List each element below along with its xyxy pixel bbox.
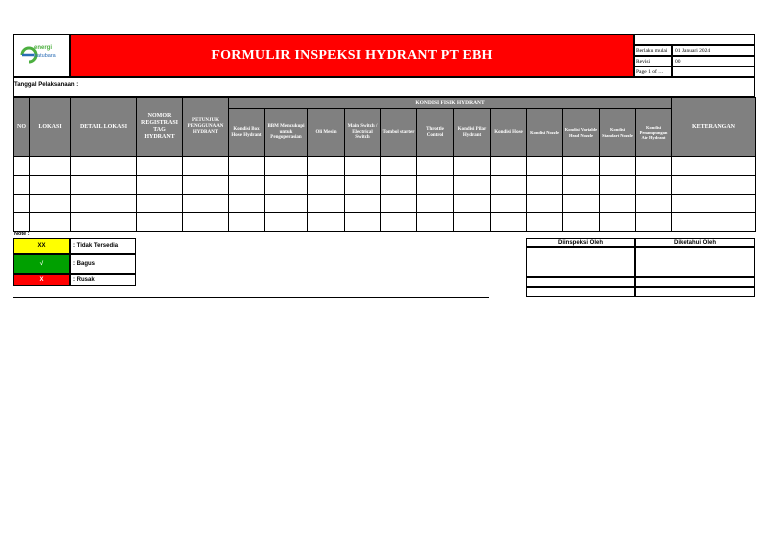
table-cell[interactable]	[182, 212, 229, 232]
column-header: DETAIL LOKASI	[70, 97, 137, 157]
company-logo	[13, 34, 70, 77]
meta-label-effective: Berlaku mulai	[634, 45, 672, 56]
table-cell[interactable]	[228, 194, 265, 214]
table-cell[interactable]	[182, 194, 229, 214]
table-cell[interactable]	[136, 212, 183, 232]
table-cell[interactable]	[380, 156, 417, 176]
column-header: Kondisi Penampungan Air Hydrant	[635, 108, 672, 157]
table-cell[interactable]	[599, 212, 636, 232]
group-header-physical-condition: KONDISI FISIK HYDRANT	[228, 97, 672, 109]
table-cell[interactable]	[264, 194, 308, 214]
table-cell[interactable]	[562, 212, 600, 232]
table-cell[interactable]	[307, 175, 345, 195]
table-cell[interactable]	[635, 156, 672, 176]
table-cell[interactable]	[264, 212, 308, 232]
table-cell[interactable]	[70, 156, 137, 176]
meta-value-revision: 00	[672, 56, 755, 67]
table-cell[interactable]	[380, 212, 417, 232]
table-cell[interactable]	[599, 156, 636, 176]
table-cell[interactable]	[13, 194, 30, 214]
table-cell[interactable]	[228, 175, 265, 195]
table-cell[interactable]	[70, 212, 137, 232]
table-cell[interactable]	[490, 175, 527, 195]
column-header: BBM Mencukupi untuk Pengoperasian	[264, 108, 308, 157]
table-cell[interactable]	[671, 156, 756, 176]
legend-text-good: : Bagus	[70, 254, 136, 274]
column-header: Tombol starter	[380, 108, 417, 157]
table-cell[interactable]	[526, 175, 563, 195]
signature-inspected-box[interactable]	[526, 247, 635, 277]
column-header: Throttle Control	[416, 108, 454, 157]
form-title: FORMULIR INSPEKSI HYDRANT PT EBH	[211, 47, 493, 63]
column-header: Kondisi Box Hose Hydrant	[228, 108, 265, 157]
legend-text-broken: : Rusak	[70, 274, 136, 286]
table-cell[interactable]	[182, 156, 229, 176]
column-header: Oli Mesin	[307, 108, 345, 157]
table-cell[interactable]	[344, 156, 381, 176]
table-cell[interactable]	[182, 175, 229, 195]
table-cell[interactable]	[453, 194, 491, 214]
table-cell[interactable]	[344, 175, 381, 195]
legend-text-not-available: : Tidak Tersedia	[70, 238, 136, 254]
legend-swatch-not-available: XX	[13, 238, 70, 254]
table-cell[interactable]	[307, 212, 345, 232]
signature-acknowledged-header: Diketahui Oleh	[635, 238, 755, 247]
table-cell[interactable]	[136, 194, 183, 214]
table-cell[interactable]	[29, 156, 71, 176]
column-header: Main Switch / Electrical Switch	[344, 108, 381, 157]
signature-inspected-date[interactable]	[526, 287, 635, 297]
table-cell[interactable]	[453, 156, 491, 176]
meta-label-page: Page 1 of …	[634, 66, 672, 77]
table-cell[interactable]	[562, 194, 600, 214]
check-icon: √	[39, 261, 44, 267]
table-cell[interactable]	[13, 156, 30, 176]
table-cell[interactable]	[526, 156, 563, 176]
table-cell[interactable]	[416, 194, 454, 214]
table-cell[interactable]	[490, 156, 527, 176]
table-cell[interactable]	[13, 212, 30, 232]
table-cell[interactable]	[453, 212, 491, 232]
table-cell[interactable]	[416, 175, 454, 195]
column-header: Kondisi Standart Nozzle	[599, 108, 636, 157]
table-cell[interactable]	[264, 156, 308, 176]
table-cell[interactable]	[13, 175, 30, 195]
table-cell[interactable]	[671, 194, 756, 214]
table-cell[interactable]	[307, 194, 345, 214]
table-cell[interactable]	[70, 194, 137, 214]
column-header: LOKASI	[29, 97, 71, 157]
signature-inspected-name[interactable]	[526, 277, 635, 287]
signature-acknowledged-date[interactable]	[635, 287, 755, 297]
date-row	[13, 77, 755, 97]
column-header: NOMOR REGISTRASI TAG HYDRANT	[136, 97, 183, 157]
column-header: PETUNJUK PENGGUNAAN HYDRANT	[182, 97, 229, 157]
column-header: Kondisi Hose	[490, 108, 527, 157]
signature-inspected-header: Diinspeksi Oleh	[526, 238, 635, 247]
table-cell[interactable]	[526, 212, 563, 232]
table-cell[interactable]	[562, 175, 600, 195]
table-cell[interactable]	[599, 194, 636, 214]
date-label: Tanggal Pelaksanaan :	[14, 82, 79, 88]
logo-text-secondary: batubara	[34, 53, 56, 59]
table-cell[interactable]	[70, 175, 137, 195]
table-cell[interactable]	[344, 212, 381, 232]
table-cell[interactable]	[453, 175, 491, 195]
table-cell[interactable]	[380, 175, 417, 195]
signature-acknowledged-name[interactable]	[635, 277, 755, 287]
table-cell[interactable]	[416, 212, 454, 232]
meta-top-cell	[634, 34, 755, 45]
signature-acknowledged-box[interactable]	[635, 247, 755, 277]
table-cell[interactable]	[228, 212, 265, 232]
table-cell[interactable]	[344, 194, 381, 214]
table-cell[interactable]	[490, 212, 527, 232]
note-label: Note :	[14, 231, 30, 237]
legend-swatch-good	[13, 254, 70, 274]
table-cell[interactable]	[136, 156, 183, 176]
bottom-rule	[13, 297, 489, 298]
meta-value-page	[672, 66, 755, 77]
table-cell[interactable]	[526, 194, 563, 214]
column-header: Kondisi Pilar Hydrant	[453, 108, 491, 157]
legend-swatch-broken	[13, 274, 70, 286]
table-cell[interactable]	[307, 156, 345, 176]
table-cell[interactable]	[635, 212, 672, 232]
table-cell[interactable]	[380, 194, 417, 214]
logo-text-primary: energi	[34, 45, 53, 51]
table-cell[interactable]	[671, 175, 756, 195]
meta-value-effective: 01 Januari 2024	[672, 45, 755, 56]
column-header: Kondisi Nozzle	[526, 108, 563, 157]
cross-icon: X	[39, 277, 44, 283]
form-title-banner	[70, 34, 634, 77]
table-cell[interactable]	[635, 175, 672, 195]
table-cell[interactable]	[635, 194, 672, 214]
table-cell[interactable]	[599, 175, 636, 195]
table-cell[interactable]	[416, 156, 454, 176]
table-cell[interactable]	[228, 156, 265, 176]
table-cell[interactable]	[490, 194, 527, 214]
table-cell[interactable]	[671, 212, 756, 232]
meta-label-revision: Revisi	[634, 56, 672, 67]
table-cell[interactable]	[29, 194, 71, 214]
column-header: NO	[13, 97, 30, 157]
table-cell[interactable]	[29, 175, 71, 195]
column-header: Kondisi Variable Head Nozzle	[562, 108, 600, 157]
table-cell[interactable]	[136, 175, 183, 195]
table-cell[interactable]	[29, 212, 71, 232]
table-cell[interactable]	[264, 175, 308, 195]
column-header: KETERANGAN	[671, 97, 756, 157]
table-cell[interactable]	[562, 156, 600, 176]
